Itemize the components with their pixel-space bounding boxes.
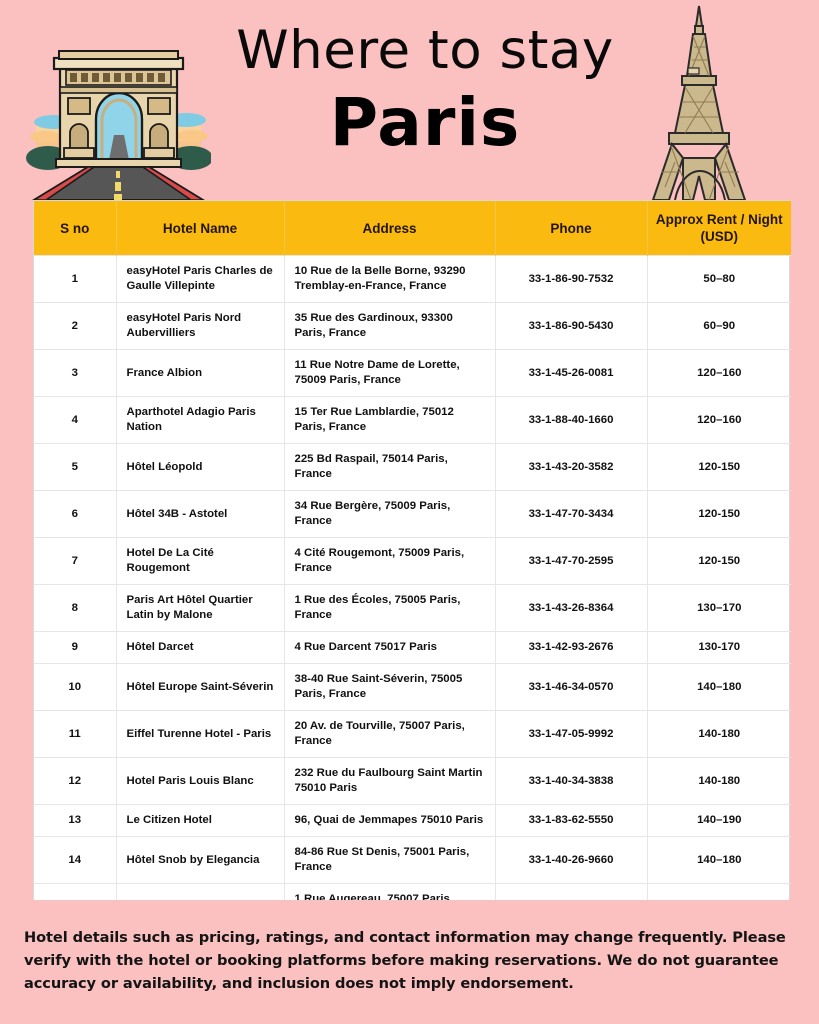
- table-row: [34, 805, 791, 837]
- cell-sno: 1: [34, 256, 116, 303]
- page-title: [210, 20, 640, 160]
- cell-name: Hôtel 34B - Astotel: [116, 491, 284, 538]
- cell-sno: 12: [34, 758, 116, 805]
- cell-addr: 10 Rue de la Belle Borne, 93290 Tremblay-en-France, France: [284, 256, 495, 303]
- page-header: [0, 0, 819, 200]
- column-header-name: Hotel Name: [116, 201, 284, 256]
- cell-addr: 38-40 Rue Saint-Séverin, 75005 Paris, France: [284, 664, 495, 711]
- cell-name: Hôtel Europe Saint-Séverin: [116, 664, 284, 711]
- cell-rent: 140–190: [647, 805, 791, 837]
- cell-addr: 34 Rue Bergère, 75009 Paris, France: [284, 491, 495, 538]
- table-body: [34, 256, 791, 931]
- cell-addr: 4 Rue Darcent 75017 Paris: [284, 632, 495, 664]
- cell-rent: 120-150: [647, 538, 791, 585]
- title-line-where-to-stay: Where to stay: [236, 20, 614, 81]
- cell-phone: 33-1-42-93-2676: [495, 632, 647, 664]
- hotels-table-container: [33, 200, 790, 931]
- cell-phone: 33-1-47-70-3434: [495, 491, 647, 538]
- cell-phone: 33-1-83-62-5550: [495, 805, 647, 837]
- table-row: [34, 585, 791, 632]
- cell-name: easyHotel Paris Charles de Gaulle Villepinte: [116, 256, 284, 303]
- cell-phone: 33-1-86-90-7532: [495, 256, 647, 303]
- cell-phone: 33-1-47-70-2595: [495, 538, 647, 585]
- table-row: [34, 256, 791, 303]
- cell-rent: 140–180: [647, 837, 791, 884]
- cell-addr: 20 Av. de Tourville, 75007 Paris, France: [284, 711, 495, 758]
- cell-sno: 14: [34, 837, 116, 884]
- hotels-table: [34, 201, 791, 930]
- eiffel-tower-illustration: [635, 2, 765, 200]
- table-row: [34, 444, 791, 491]
- cell-phone: 33-1-43-26-8364: [495, 585, 647, 632]
- table-row: [34, 758, 791, 805]
- column-header-rent: Approx Rent / Night (USD): [647, 201, 791, 256]
- cell-sno: 4: [34, 397, 116, 444]
- cell-name: easyHotel Paris Nord Aubervilliers: [116, 303, 284, 350]
- cell-name: France Albion: [116, 350, 284, 397]
- column-header-phone: Phone: [495, 201, 647, 256]
- cell-rent: 50–80: [647, 256, 791, 303]
- table-row: [34, 711, 791, 758]
- cell-name: Hôtel Snob by Elegancia: [116, 837, 284, 884]
- table-row: [34, 397, 791, 444]
- cell-name: Hotel Paris Louis Blanc: [116, 758, 284, 805]
- cell-addr: 4 Cité Rougemont, 75009 Paris, France: [284, 538, 495, 585]
- cell-sno: 9: [34, 632, 116, 664]
- cell-sno: 2: [34, 303, 116, 350]
- cell-rent: 60–90: [647, 303, 791, 350]
- cell-addr: 96, Quai de Jemmapes 75010 Paris: [284, 805, 495, 837]
- cell-sno: 6: [34, 491, 116, 538]
- cell-rent: 120–160: [647, 397, 791, 444]
- cell-phone: 33-1-45-26-0081: [495, 350, 647, 397]
- cell-phone: 33-1-46-34-0570: [495, 664, 647, 711]
- cell-addr: 225 Bd Raspail, 75014 Paris, France: [284, 444, 495, 491]
- cell-phone: 33-1-88-40-1660: [495, 397, 647, 444]
- table-row: [34, 837, 791, 884]
- arc-de-triomphe-illustration: [26, 30, 211, 200]
- cell-rent: 140-180: [647, 758, 791, 805]
- column-header-sno: S no: [34, 201, 116, 256]
- cell-name: Hôtel Darcet: [116, 632, 284, 664]
- cell-phone: 33-1-40-26-9660: [495, 837, 647, 884]
- cell-name: Le Citizen Hotel: [116, 805, 284, 837]
- cell-name: Hotel De La Cité Rougemont: [116, 538, 284, 585]
- cell-name: Hôtel Léopold: [116, 444, 284, 491]
- cell-rent: 130–170: [647, 585, 791, 632]
- cell-addr: 232 Rue du Faulbourg Saint Martin 75010 Paris: [284, 758, 495, 805]
- table-row: [34, 350, 791, 397]
- disclaimer-text: Hotel details such as pricing, ratings, and contact information may change frequently. Please verify with the hotel or booking platforms before making reservations. We do not guarantee accuracy or availability, and inclusion does not imply endorsement.: [24, 929, 786, 993]
- cell-rent: 130-170: [647, 632, 791, 664]
- cell-rent: 120-150: [647, 491, 791, 538]
- cell-sno: 8: [34, 585, 116, 632]
- table-row: [34, 491, 791, 538]
- cell-sno: 13: [34, 805, 116, 837]
- table-row: [34, 664, 791, 711]
- title-line-paris: Paris: [329, 84, 521, 161]
- cell-sno: 7: [34, 538, 116, 585]
- cell-rent: 140–180: [647, 664, 791, 711]
- cell-rent: 120-150: [647, 444, 791, 491]
- cell-name: Paris Art Hôtel Quartier Latin by Malone: [116, 585, 284, 632]
- cell-addr: 84-86 Rue St Denis, 75001 Paris, France: [284, 837, 495, 884]
- table-row: [34, 538, 791, 585]
- cell-addr: 11 Rue Notre Dame de Lorette, 75009 Paris, France: [284, 350, 495, 397]
- cell-name: Eiffel Turenne Hotel - Paris: [116, 711, 284, 758]
- table-header-row: [34, 201, 791, 256]
- column-header-address: Address: [284, 201, 495, 256]
- cell-rent: 140-180: [647, 711, 791, 758]
- table-row: [34, 303, 791, 350]
- footer: [0, 900, 819, 1024]
- cell-sno: 3: [34, 350, 116, 397]
- cell-phone: 33-1-40-34-3838: [495, 758, 647, 805]
- cell-rent: 120–160: [647, 350, 791, 397]
- cell-sno: 5: [34, 444, 116, 491]
- cell-addr: 1 Rue des Écoles, 75005 Paris, France: [284, 585, 495, 632]
- cell-phone: 33-1-86-90-5430: [495, 303, 647, 350]
- cell-sno: 11: [34, 711, 116, 758]
- cell-phone: 33-1-47-05-9992: [495, 711, 647, 758]
- cell-phone: 33-1-43-20-3582: [495, 444, 647, 491]
- table-row: [34, 632, 791, 664]
- cell-addr: 35 Rue des Gardinoux, 93300 Paris, France: [284, 303, 495, 350]
- cell-addr: 15 Ter Rue Lamblardie, 75012 Paris, France: [284, 397, 495, 444]
- cell-sno: 10: [34, 664, 116, 711]
- cell-name: Aparthotel Adagio Paris Nation: [116, 397, 284, 444]
